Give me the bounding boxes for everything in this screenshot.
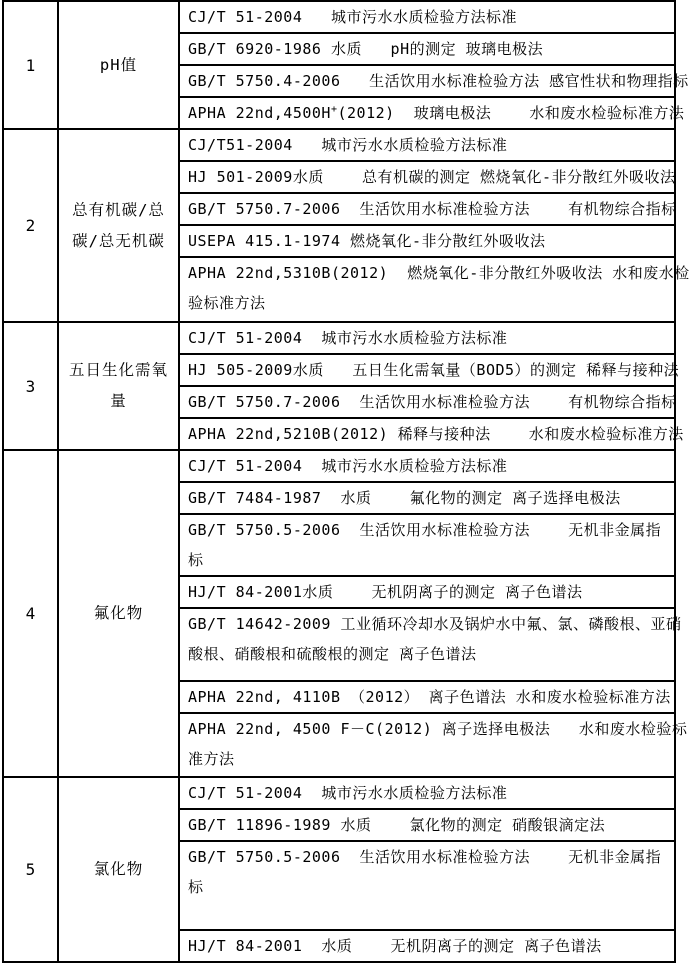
superscript-text: + [330, 104, 338, 115]
standard-method-line: GB/T 7484-1987 水质 氟化物的测定 离子选择电极法 [188, 489, 621, 507]
parameter-name-line: 氟化物 [93, 604, 144, 622]
standard-method-line: GB/T 5750.4-2006 生活饮用水标准检验方法 感官性状和物理指标 [188, 72, 689, 90]
standard-method-line: 标 [188, 551, 204, 569]
parameter-name [58, 450, 179, 777]
standard-method-cell [179, 225, 675, 257]
standard-method-line: HJ/T 84-2001水质 无机阴离子的测定 离子色谱法 [188, 583, 583, 601]
standard-method-line: GB/T 6920-1986 水质 pH的测定 玻璃电极法 [188, 40, 544, 58]
standard-method-cell [179, 450, 675, 482]
standard-method-cell [179, 1, 675, 33]
standard-method-cell [179, 33, 675, 65]
standard-method-cell [179, 482, 675, 514]
standard-method-cell [179, 713, 688, 777]
parameter-name [58, 777, 179, 962]
standard-method-cell [179, 576, 675, 608]
standards-table [2, 0, 690, 963]
parameter-name-line: 碳/总无机碳 [72, 231, 165, 250]
standard-method-line: CJ/T 51-2004 城市污水水质检验方法标准 [188, 784, 508, 802]
standard-method-cell [179, 193, 675, 225]
table-row [3, 777, 675, 809]
parameter-name-line: 总有机碳/总 [72, 200, 165, 219]
standard-method-line: GB/T 5750.7-2006 生活饮用水标准检验方法 有机物综合指标 [188, 200, 677, 218]
standard-text: (2012) 玻璃电极法 水和废水检验标准方法 [337, 104, 685, 122]
table-row [3, 450, 675, 482]
standard-method-line: USEPA 415.1-1974 燃烧氧化-非分散红外吸收法 [188, 232, 546, 250]
standard-method-cell [179, 514, 675, 576]
standard-method-line: 标 [188, 878, 204, 896]
row-number: 1 [3, 1, 58, 129]
standard-method-cell [179, 322, 675, 354]
standard-method-cell [179, 777, 675, 809]
standard-method-cell [179, 841, 675, 930]
standard-method-cell [179, 161, 675, 193]
standard-method-line: HJ/T 84-2001 水质 无机阴离子的测定 离子色谱法 [188, 937, 602, 955]
standard-method-line: APHA 22nd,5210B(2012) 稀释与接种法 水和废水检验标准方法 [188, 425, 684, 443]
standard-method-cell [179, 354, 680, 386]
standard-method-line: 准方法 [188, 750, 235, 768]
standard-method-cell [179, 129, 675, 161]
standard-method-line: GB/T 5750.5-2006 生活饮用水标准检验方法 无机非金属指 [188, 848, 662, 866]
standard-method-line: CJ/T 51-2004 城市污水水质检验方法标准 [188, 329, 508, 347]
standard-method-cell [179, 809, 675, 841]
standard-method-cell [179, 386, 675, 418]
standard-method-cell [179, 257, 690, 322]
standard-method-cell [179, 608, 682, 681]
standard-method-cell [179, 97, 685, 129]
standard-method-line: APHA 22nd, 4110B （2012） 离子色谱法 水和废水检验标准方法 [188, 688, 671, 706]
standard-method-cell [179, 681, 675, 713]
standard-method-line: GB/T 5750.5-2006 生活饮用水标准检验方法 无机非金属指 [188, 521, 662, 539]
standard-method-cell [179, 930, 675, 962]
standard-method-line: CJ/T51-2004 城市污水水质检验方法标准 [188, 136, 508, 154]
standard-text: APHA 22nd,4500H [188, 104, 331, 122]
parameter-name-line: 量 [110, 392, 127, 410]
parameter-name [58, 322, 179, 450]
parameter-name [58, 129, 179, 322]
standards-table-body [3, 1, 690, 962]
row-number: 5 [3, 777, 58, 962]
standard-method-line: CJ/T 51-2004 城市污水水质检验方法标准 [188, 457, 508, 475]
standard-method-line: CJ/T 51-2004 城市污水水质检验方法标准 [188, 8, 517, 26]
table-row [3, 1, 675, 33]
table-row [3, 322, 675, 354]
row-number: 2 [3, 129, 58, 322]
row-number: 4 [3, 450, 58, 777]
standard-method-line: GB/T 11896-1989 水质 氯化物的测定 硝酸银滴定法 [188, 816, 606, 834]
standard-method-line: GB/T 5750.7-2006 生活饮用水标准检验方法 有机物综合指标 [188, 393, 677, 411]
standard-method-line: HJ 501-2009水质 总有机碳的测定 燃烧氧化-非分散红外吸收法 [188, 168, 676, 186]
parameter-name-line: pH值 [99, 55, 138, 74]
standard-method-cell [179, 65, 689, 97]
standard-method-line: APHA 22nd,5310B(2012) 燃烧氧化-非分散红外吸收法 水和废水检 [188, 264, 690, 282]
standard-method-line: APHA 22nd, 4500 F－C(2012) 离子选择电极法 水和废水检验标 [188, 720, 688, 738]
parameter-name-line: 氯化物 [93, 860, 144, 878]
standard-method-line: GB/T 14642-2009 工业循环冷却水及锅炉水中氟、氯、磷酸根、亚硝 [188, 615, 682, 633]
parameter-name-line: 五日生化需氧 [68, 361, 168, 379]
standard-method-line: 酸根、硝酸根和硫酸根的测定 离子色谱法 [188, 645, 477, 663]
table-row [3, 129, 675, 161]
standard-method-line: HJ 505-2009水质 五日生化需氧量（BOD5）的测定 稀释与接种法 [188, 361, 680, 379]
standard-method-line [188, 98, 685, 128]
standard-method-line: 验标准方法 [188, 294, 266, 312]
parameter-name [58, 1, 179, 129]
standard-method-cell [179, 418, 684, 450]
row-number: 3 [3, 322, 58, 450]
